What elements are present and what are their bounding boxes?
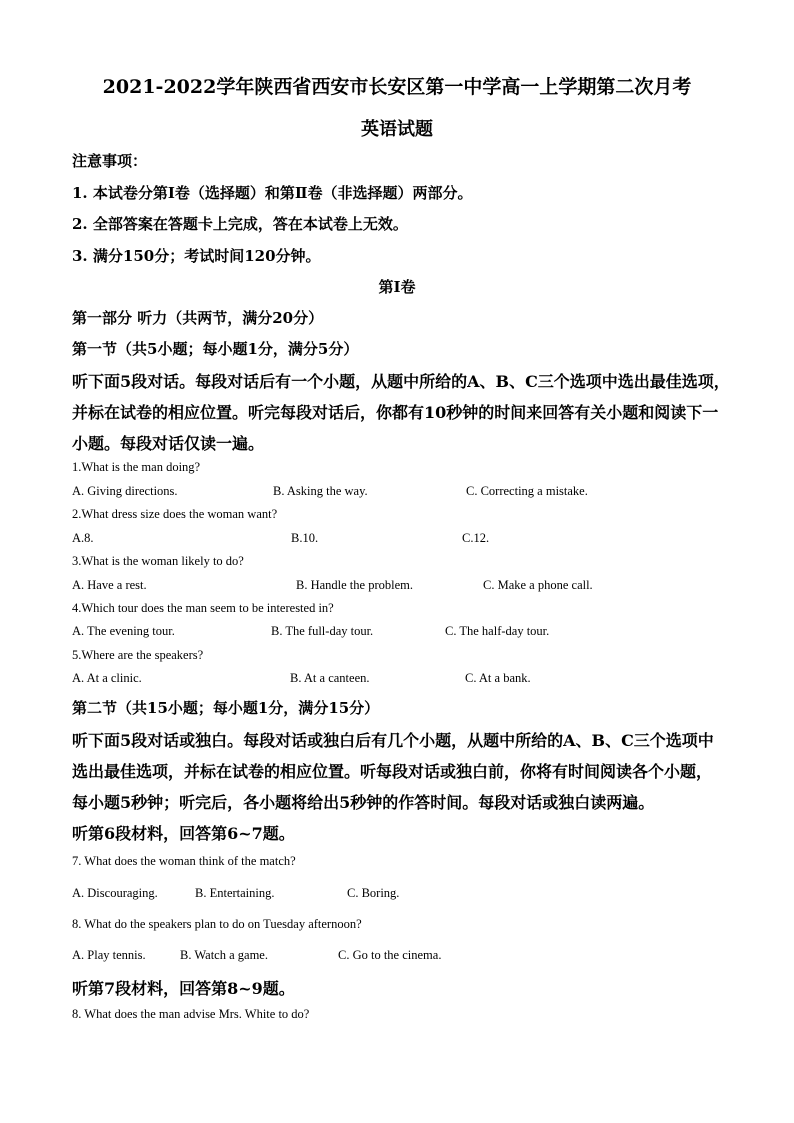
q2-option-a: A.8.	[72, 531, 94, 545]
section2-instruction-3: 每小题5秒钟；听完后，各小题将给出5秒钟的作答时间。每段对话或独白读两遍。	[72, 793, 655, 812]
q4-option-b: B. The full-day tour.	[271, 624, 374, 638]
exam-subtitle: 英语试题	[361, 119, 433, 140]
q8a-option-a: A. Play tennis.	[72, 948, 146, 962]
q5-option-c: C. At a bank.	[465, 671, 531, 685]
section1-instruction-2: 并标在试卷的相应位置。听完每段对话后，你都有10秒钟的时间来回答有关小题和阅读下一	[72, 403, 719, 422]
notice-item-3: 3. 满分150分；考试时间120分钟。	[72, 247, 321, 265]
q7-option-a: A. Discouraging.	[72, 886, 158, 900]
section2-instruction-1: 听下面5段对话或独白。每段对话或独白后有几个小题，从题中所给的A、B、C三个选项中	[72, 731, 714, 750]
section1-instruction-3: 小题。每段对话仅读一遍。	[72, 434, 265, 453]
q5-option-b: B. At a canteen.	[290, 671, 370, 685]
q4-option-a: A. The evening tour.	[72, 624, 175, 638]
section2-instruction-2: 选出最佳选项，并标在试卷的相应位置。听每段对话或独白前，你将有时间阅读各个小题，	[72, 762, 713, 781]
q3-option-b: B. Handle the problem.	[296, 578, 413, 592]
question-4: 4.Which tour does the man seem to be interested in?	[72, 601, 334, 615]
question-1: 1.What is the man doing?	[72, 460, 201, 474]
material-7-heading: 听第7段材料，回答第8~9题。	[72, 979, 295, 998]
part1-title: 第一部分 听力（共两节，满分20分）	[72, 309, 324, 327]
q3-option-a: A. Have a rest.	[72, 578, 147, 592]
question-5: 5.Where are the speakers?	[72, 648, 204, 662]
q7-option-b: B. Entertaining.	[195, 886, 275, 900]
question-2: 2.What dress size does the woman want?	[72, 507, 278, 521]
question-7: 7. What does the woman think of the match?	[72, 854, 296, 868]
q5-option-a: A. At a clinic.	[72, 671, 142, 685]
q4-option-c: C. The half-day tour.	[445, 624, 550, 638]
section1-title: 第一节（共5小题；每小题1分，满分5分）	[72, 340, 359, 358]
exam-title: 2021-2022学年陕西省西安市长安区第一中学高一上学期第二次月考	[102, 76, 692, 98]
volume-title: 第I卷	[378, 278, 416, 296]
q1-option-b: B. Asking the way.	[273, 484, 368, 498]
q8a-option-b: B. Watch a game.	[180, 948, 268, 962]
material-6-heading: 听第6段材料，回答第6~7题。	[72, 824, 295, 843]
notice-heading: 注意事项：	[72, 152, 148, 170]
notice-item-2: 2. 全部答案在答题卡上完成，答在本试卷上无效。	[72, 215, 408, 233]
q7-option-c: C. Boring.	[347, 886, 400, 900]
q3-option-c: C. Make a phone call.	[483, 578, 593, 592]
question-8b: 8. What does the man advise Mrs. White to do?	[72, 1007, 310, 1021]
q2-option-c: C.12.	[462, 531, 490, 545]
q2-option-b: B.10.	[291, 531, 319, 545]
q1-option-a: A. Giving directions.	[72, 484, 178, 498]
q1-option-c: C. Correcting a mistake.	[466, 484, 588, 498]
notice-item-1: 1. 本试卷分第Ⅰ卷（选择题）和第Ⅱ卷（非选择题）两部分。	[72, 184, 473, 202]
section2-title: 第二节（共15小题；每小题1分，满分15分）	[72, 699, 380, 717]
question-3: 3.What is the woman likely to do?	[72, 554, 244, 568]
section1-instruction-1: 听下面5段对话。每段对话后有一个小题，从题中所给的A、B、C三个选项中选出最佳选项，	[72, 372, 730, 391]
question-8a: 8. What do the speakers plan to do on Tuesday afternoon?	[72, 917, 362, 931]
q8a-option-c: C. Go to the cinema.	[338, 948, 442, 962]
